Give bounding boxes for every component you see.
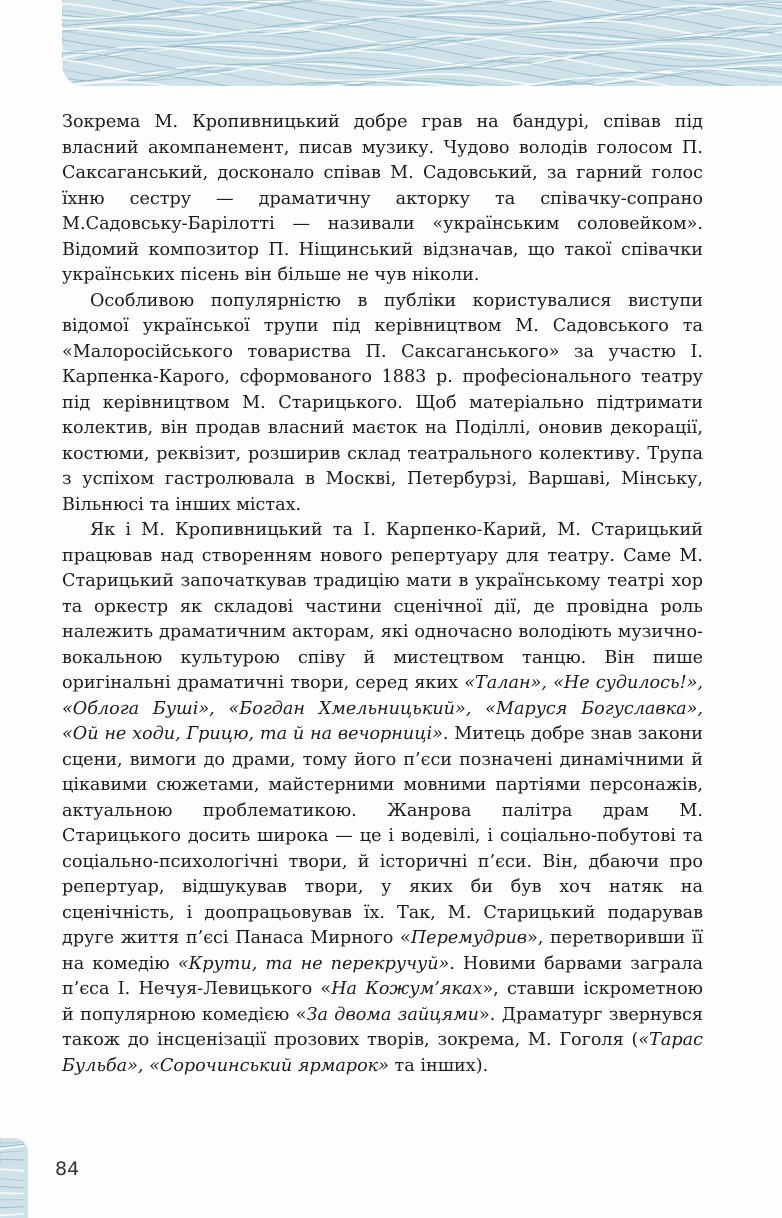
wave-pattern-graphic: [62, 0, 782, 86]
text-run: Як і М. Кропивницький та І. Карпенко-Карий, М. Старицький працював над створенням нового репертуару для театру. Саме М. Старицький започаткував традицію мати в українському театрі хор та оркестр як складові частини сценічної дії, де провідна роль належить драматичним акторам, які одночасно володіють музично-вокальною культурою співу й мистецтвом танцю. Він пише оригінальні драматичні твори, серед яких: [62, 520, 703, 693]
side-decoration: [0, 1138, 28, 1218]
wave-line: [0, 1160, 24, 1164]
italic-title: За двома зайцями: [306, 1004, 479, 1025]
italic-title: «Талан», «Не судилось!», «Облога Буші», «Богдан Хмельницький», «Маруся Богуславка», «Ой не ходи, Грицю, та й на вечорниці»: [62, 673, 703, 744]
wave-line: [0, 1185, 24, 1188]
article-text: [62, 110, 703, 1079]
wave-line: [0, 1192, 24, 1194]
text-run: Зокрема М. Кропивницький добре грав на бандурі, співав під власний акомпанемент, писав музику. Чудово володів голосом П. Саксаганський, досконало співав М. Садовський, за гарний голос їхню сестру — драматичну акторку та співачку-сопрано М.Садовську-Барілотті — називали «українським соловейком». Відомий композитор П. Ніщинський відзначав, що такої співачки українських пісень він більше не чув ніколи.: [62, 112, 703, 285]
wave-line: [0, 1178, 24, 1181]
text-run: . Митець добре знав закони сцени, вимоги до драми, тому його п’єси позначені динамічними й цікавими сюжетами, майстерними мовними партіями персонажів, актуальною проблематикою. Жанрова палітра драм М. Старицького досить широка — це і водевілі, і соціально-побутові та соціально-психологічні твори, й історичні п’єси. Він, дбаючи про репертуар, відшукував твори, у яких би був хоч натяк на сценічність, і доопрацьовував їх. Так, М. Старицький подарував друге життя п’єсі Панаса Мирного «: [62, 724, 703, 948]
text-run: », ставши іскрометною й популярною комедією «: [62, 979, 703, 1025]
text-run: ». Драматург звернувся також до інсценізації прозових творів, зокрема, М. Гоголя (: [62, 1004, 703, 1050]
wave-line: [0, 1206, 24, 1208]
page-number: 84: [55, 1158, 80, 1180]
header-decoration-banner: [62, 0, 782, 86]
text-run: Особливою популярністю в публіки користувалися виступи відомої української трупи під керівництвом М. Садовського та «Малоросійського товариства П. Саксаганського» за участю І. Карпенка-Карого, сформованого 1883 р. професіонального театру під керівництвом М. Старицького. Щоб матеріально підтримати колектив, він продав власний маєток на Поділлі, оновив декорації, костюми, реквізит, розширив склад театрального колективу. Трупа з успіхом гастролювала в Москві, Петербурзі, Варшаві, Мінську, Вільнюсі та інших містах.: [62, 290, 703, 515]
paragraph: [62, 289, 703, 519]
text-run: та інших).: [388, 1055, 489, 1076]
text-run: », перетворивши її на комедію: [62, 928, 703, 974]
wave-line: [0, 1138, 24, 1143]
wave-line: [0, 1151, 24, 1157]
wave-pattern-graphic-small: [0, 1138, 28, 1218]
wave-line: [62, 47, 782, 67]
italic-title: «Тарас Бульба», «Сорочинський ярмарок»: [62, 1030, 703, 1076]
italic-title: На Кожум’яках: [331, 979, 483, 999]
paragraph: [62, 110, 703, 289]
text-run: . Новими барвами заграла п’єса І. Нечуя-Левицького «: [62, 953, 703, 999]
italic-title: «Крути, та не перекручуй»: [177, 953, 450, 974]
paragraph: [62, 518, 703, 1079]
italic-title: Перемудрив: [410, 928, 528, 948]
wave-line: [0, 1199, 24, 1200]
wave-line: [0, 1169, 24, 1171]
wave-line: [0, 1213, 24, 1216]
